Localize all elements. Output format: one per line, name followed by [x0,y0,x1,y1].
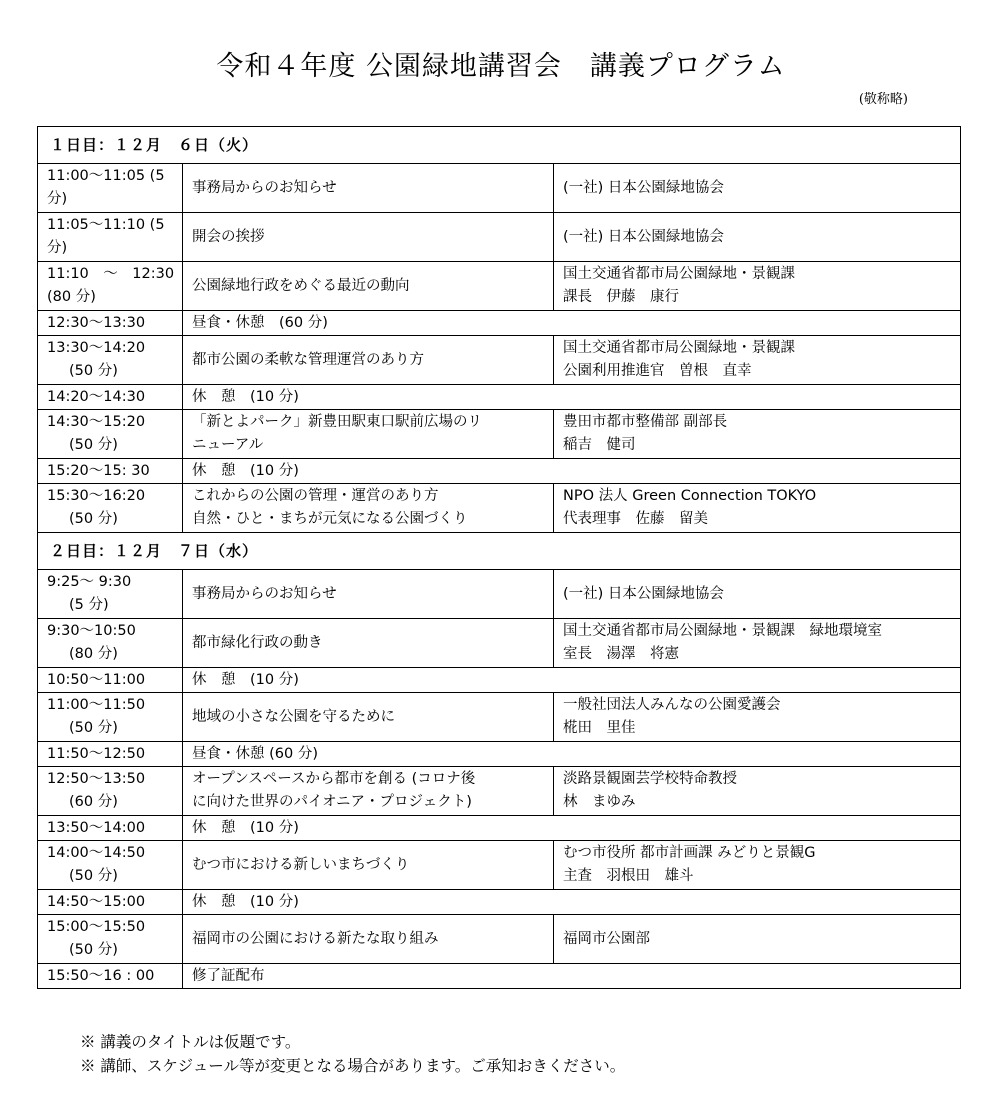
footnotes [80,1030,625,1078]
time-range: 9:25～ 9:30 [47,574,132,590]
time-range: 14:50～15:00 [47,893,146,910]
duration: (60 分) [69,794,118,810]
time-range: 14:20～14:30 [47,388,146,405]
lecture-title [183,693,554,742]
schedule-row [38,742,961,767]
break-text: 昼食・休憩 (60 分) [192,314,328,331]
time-cell [38,890,183,915]
duration: (50 分) [69,437,118,453]
time-range: 13:30～14:20 [47,340,146,356]
speaker [554,164,961,213]
speaker [554,619,961,668]
duration: (80 分) [47,289,96,305]
schedule-row [38,693,961,742]
day-label: １日目：１２月 ６日（火） [50,135,259,154]
speaker-line: 主査 羽根田 雄斗 [563,868,694,884]
time-range: 15:30～16:20 [47,488,146,504]
duration: (80 分) [69,646,118,662]
time-cell [38,213,183,262]
time-range: 11:00～11:05 (5 [47,168,165,184]
time-range: 13:50～14:00 [47,819,146,836]
time-range: 11:05～11:10 (5 [47,217,165,233]
speaker-line: 課長 伊藤 康行 [563,289,679,305]
time-cell [38,668,183,693]
schedule-row [38,964,961,989]
break-text: 休 憩 (10 分) [192,671,299,688]
title-line: ニューアル [192,437,264,453]
speaker [554,484,961,533]
day-header-row [38,127,961,164]
lecture-title [183,164,554,213]
lecture-title [183,410,554,459]
break-text: 休 憩 (10 分) [192,819,299,836]
lecture-title [183,841,554,890]
time-range: 14:00～14:50 [47,845,146,861]
speaker-line: (一社) 日本公園緑地協会 [563,585,724,602]
time-cell [38,164,183,213]
day-header-row [38,533,961,570]
schedule-row [38,164,961,213]
speaker [554,767,961,816]
time-range: 15:50～16 : 00 [47,967,155,984]
schedule-row [38,311,961,336]
duration: 分) [47,240,68,256]
schedule-row [38,262,961,311]
title-line: 事務局からのお知らせ [192,585,337,602]
title-line: 「新とよパーク」新豊田駅東口駅前広場のリ [192,414,482,430]
time-cell [38,693,183,742]
duration: (50 分) [69,942,118,958]
break-text: 休 憩 (10 分) [192,893,299,910]
schedule-row [38,213,961,262]
break-label [183,385,961,410]
lecture-title [183,767,554,816]
time-cell [38,767,183,816]
title-line: これからの公園の管理・運営のあり方 [192,488,439,504]
speaker-line: 代表理事 佐藤 留美 [563,511,708,527]
speaker-line: 豊田市都市整備部 副部長 [563,414,728,430]
break-label [183,890,961,915]
break-label [183,311,961,336]
title-line: に向けた世界のパイオニア・プロジェクト) [192,794,472,810]
break-text: 休 憩 (10 分) [192,388,299,405]
schedule-row [38,767,961,816]
schedule-row [38,619,961,668]
lecture-title [183,570,554,619]
day-header [38,127,961,164]
title-line: 事務局からのお知らせ [192,179,337,196]
time-range: 14:30～15:20 [47,414,146,430]
time-cell [38,459,183,484]
time-cell [38,336,183,385]
program-table [37,126,961,989]
time-range: 10:50～11:00 [47,671,146,688]
speaker-line: 稲吉 健司 [563,437,636,453]
honorific-note: (敬称略) [858,92,908,107]
footnote: ※ 講義のタイトルは仮題です。 [80,1033,301,1051]
time-cell [38,619,183,668]
speaker-line: 国土交通省都市局公園緑地・景観課 緑地環境室 [563,623,882,639]
time-cell [38,484,183,533]
break-label [183,459,961,484]
break-text: 休 憩 (10 分) [192,462,299,479]
speaker-line: 室長 湯澤 将憲 [563,646,679,662]
schedule-row [38,841,961,890]
lecture-title [183,213,554,262]
speaker-line: (一社) 日本公園緑地協会 [563,179,724,196]
speaker-line: 一般社団法人みんなの公園愛護会 [563,697,781,713]
schedule-row [38,668,961,693]
time-range: 11:50～12:50 [47,745,146,762]
time-cell [38,570,183,619]
schedule-row [38,385,961,410]
speaker-line: 福岡市公園部 [563,930,650,947]
speaker [554,336,961,385]
schedule-row [38,816,961,841]
title-line: 公園緑地行政をめぐる最近の動向 [192,277,410,294]
closing-label [183,964,961,989]
duration: 分) [47,191,68,207]
speaker [554,693,961,742]
time-cell [38,915,183,964]
speaker-line: 国土交通省都市局公園緑地・景観課 [563,340,795,356]
schedule-row [38,890,961,915]
speaker-line: 国土交通省都市局公園緑地・景観課 [563,266,795,282]
title-line: むつ市における新しいまちづくり [192,856,410,873]
lecture-title [183,619,554,668]
page-title: 令和４年度 公園緑地講習会 講義プログラム [216,51,786,82]
title-line: 福岡市の公園における新たな取り組み [192,930,439,947]
speaker-line: NPO 法人 Green Connection TOKYO [563,488,817,504]
break-label [183,742,961,767]
title-line: 自然・ひと・まちが元気になる公園づくり [192,511,468,527]
speaker-line: 淡路景観園芸学校特命教授 [563,771,737,787]
time-cell [38,262,183,311]
lecture-title [183,915,554,964]
lecture-title [183,262,554,311]
title-line: 地域の小さな公園を守るために [192,708,395,725]
footnote: ※ 講師、スケジュール等が変更となる場合があります。ご承知おきください。 [80,1057,626,1075]
schedule-row [38,915,961,964]
time-cell [38,964,183,989]
time-cell [38,742,183,767]
speaker-line: 林 まゆみ [563,794,636,810]
title-line: 開会の挨拶 [192,228,265,245]
closing-text: 修了証配布 [192,967,265,984]
day-label: ２日目：１２月 ７日（水） [50,541,259,560]
speaker-line: 公園利用推進官 曽根 直幸 [563,363,752,379]
break-label [183,816,961,841]
break-label [183,668,961,693]
duration: (5 分) [69,597,109,613]
schedule-row [38,459,961,484]
time-cell [38,385,183,410]
title-line: 都市公園の柔軟な管理運営のあり方 [192,351,424,368]
duration: (50 分) [69,363,118,379]
lecture-title [183,484,554,533]
time-range: 12:30～13:30 [47,314,146,331]
time-cell [38,311,183,336]
speaker [554,570,961,619]
schedule-row [38,336,961,385]
speaker-line: 椛田 里佳 [563,720,636,736]
lecture-title [183,336,554,385]
title-line: オープンスペースから都市を創る (コロナ後 [192,771,476,787]
speaker-line: (一社) 日本公園緑地協会 [563,228,724,245]
speaker [554,410,961,459]
schedule-row [38,484,961,533]
speaker [554,841,961,890]
duration: (50 分) [69,720,118,736]
time-range: 15:20～15: 30 [47,462,150,479]
day-header [38,533,961,570]
speaker [554,213,961,262]
title-line: 都市緑化行政の動き [192,634,323,651]
time-range: 15:00～15:50 [47,919,146,935]
duration: (50 分) [69,511,118,527]
schedule-row [38,410,961,459]
time-range: 12:50～13:50 [47,771,146,787]
speaker [554,262,961,311]
time-range: 11:10 ～ 12:30 [47,266,175,282]
time-range: 9:30～10:50 [47,623,136,639]
duration: (50 分) [69,868,118,884]
speaker-line: むつ市役所 都市計画課 みどりと景観G [563,845,816,861]
break-text: 昼食・休憩 (60 分) [192,745,318,762]
time-cell [38,816,183,841]
speaker [554,915,961,964]
time-cell [38,841,183,890]
time-cell [38,410,183,459]
schedule-row [38,570,961,619]
time-range: 11:00～11:50 [47,697,146,713]
